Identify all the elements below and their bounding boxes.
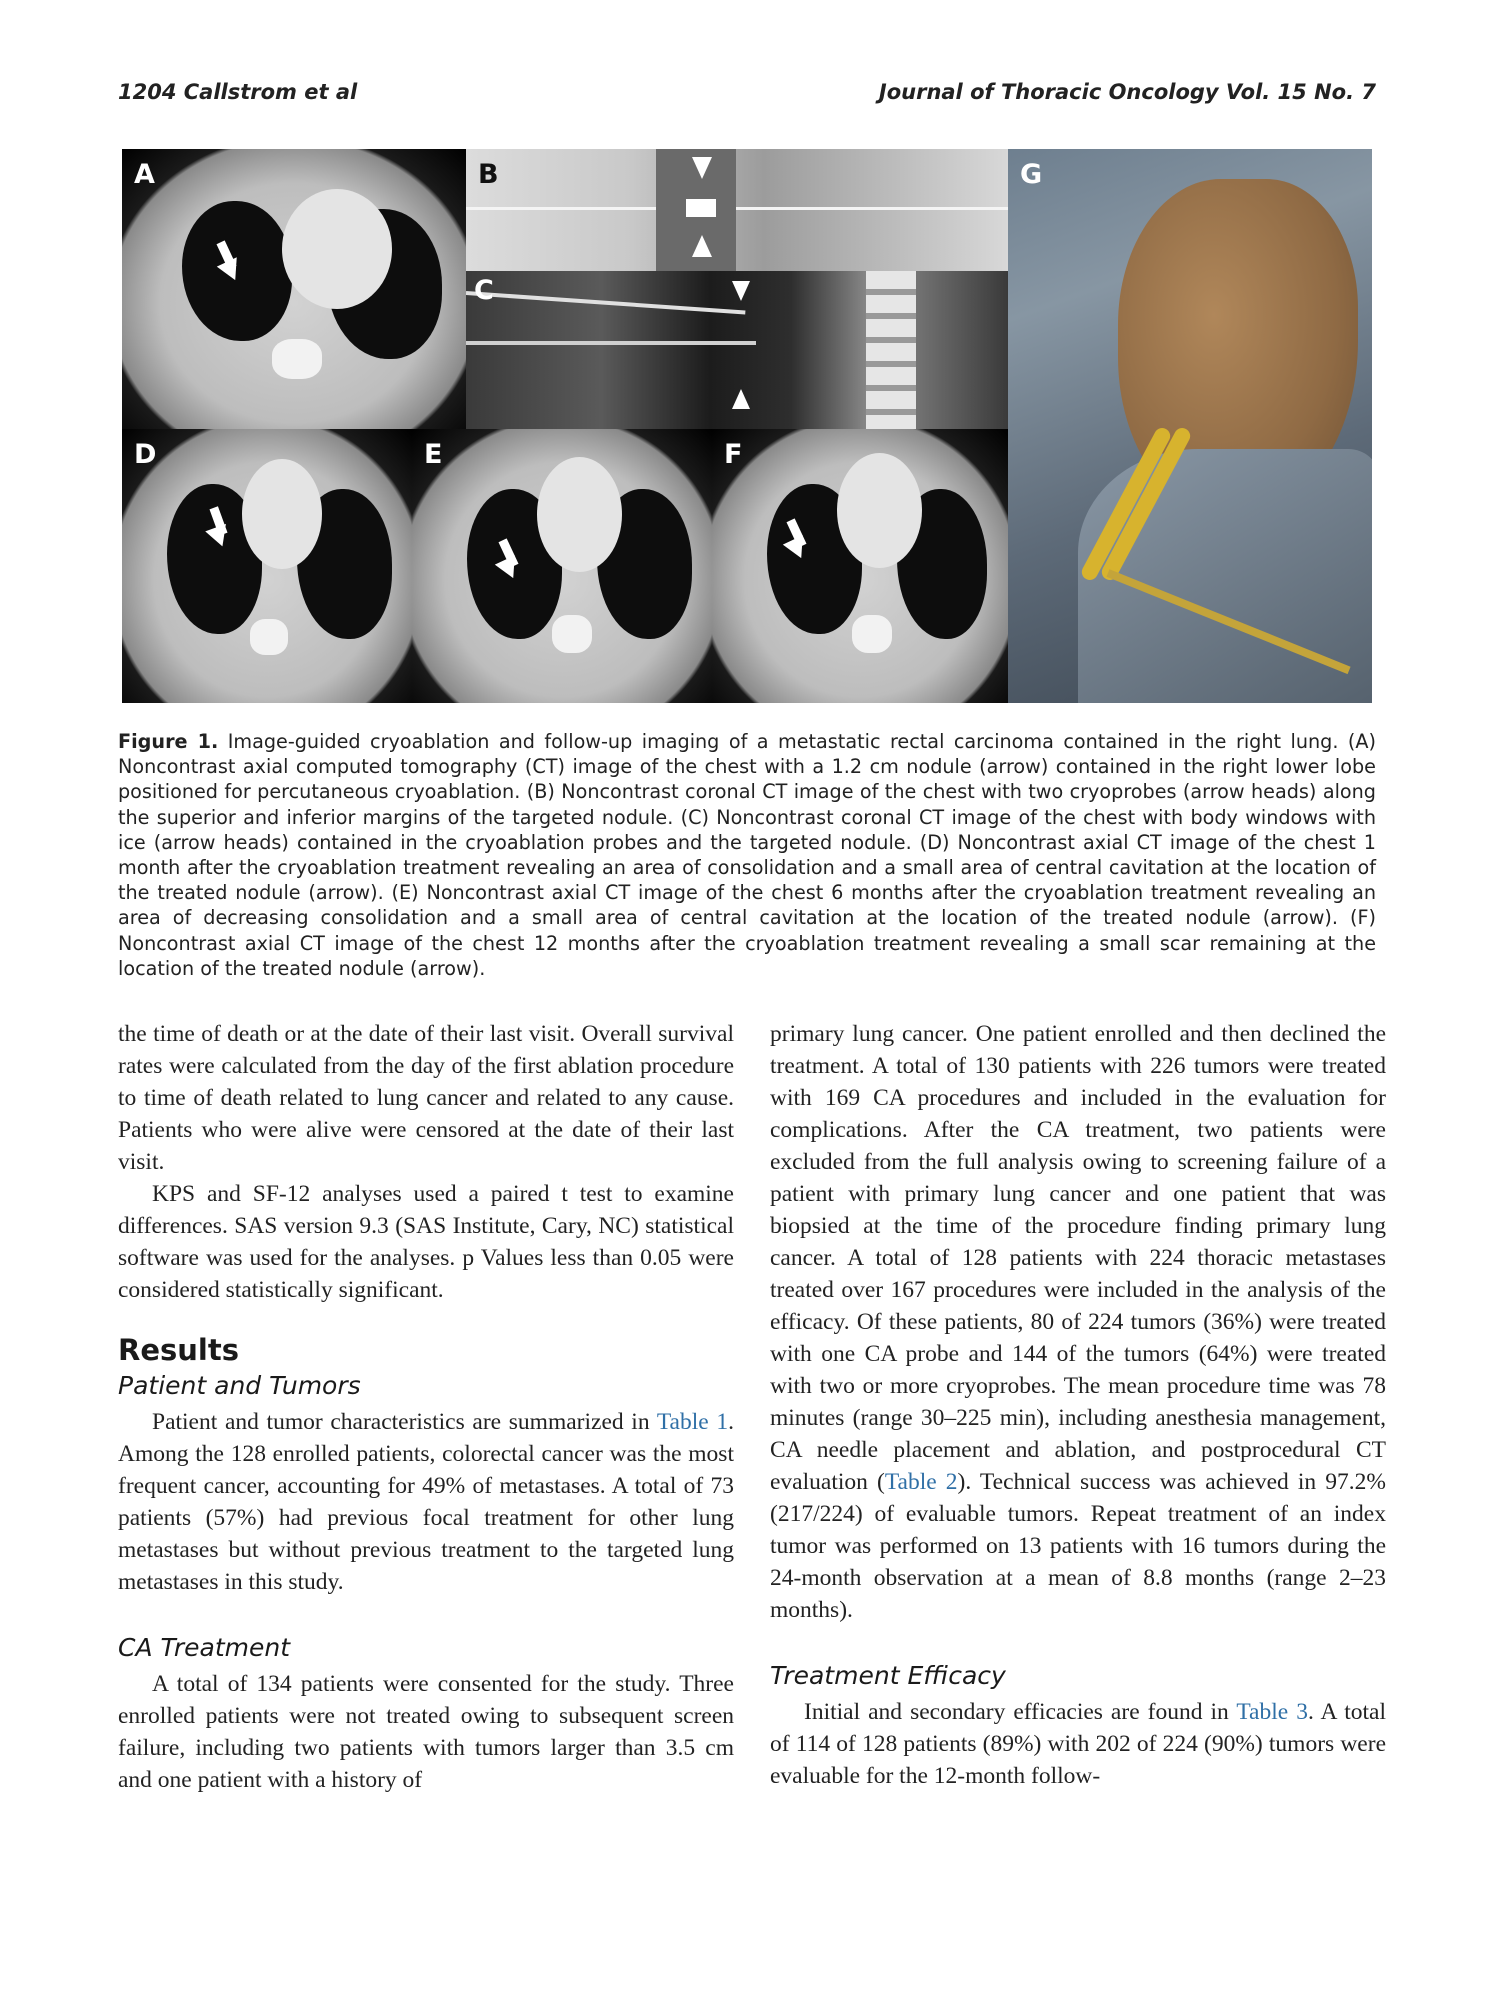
table-3-link[interactable]: Table 3	[1236, 1699, 1308, 1725]
paragraph	[770, 1696, 1386, 1792]
paragraph-text: . A total of 114 of 128 patients (89%) with 202 of 224 (90%) tumors were evaluable for the 12-month follow-	[770, 1699, 1387, 1789]
panel-label-f: F	[724, 439, 743, 470]
right-column	[770, 1018, 1386, 1792]
paragraph-text: Patient and tumor characteristics are summarized in	[152, 1409, 657, 1435]
paragraph	[118, 1406, 734, 1598]
figure-1	[122, 149, 1372, 703]
panel-d-image	[122, 429, 412, 703]
running-header-right: Journal of Thoracic Oncology Vol. 15 No. 7	[878, 80, 1376, 104]
panel-f-image	[712, 429, 1008, 703]
paragraph: A total of 134 patients were consented for the study. Three enrolled patients were not treated owing to subsequent screen failure, including two patients with tumors larger than 3.5 cm and one patient with a history of	[118, 1671, 734, 1793]
figure-caption	[118, 729, 1376, 981]
panel-c-image	[466, 271, 1008, 429]
panel-label-b: B	[478, 159, 499, 190]
panel-g-image	[1008, 149, 1372, 703]
paragraph-text: primary lung cancer. One patient enrolled and then declined the treatment. A total of 130 patients with 226 tumors were treated with 169 CA procedures and included in the evaluation for complications. After the CA treatment, two patients were excluded from the full analysis owing to screening failure of a patient with primary lung cancer and one patient that was biopsied at the time of the procedure finding primary lung cancer. A total of 128 patients with 224 thoracic metastases treated over 167 procedures were included in the analysis of the efficacy. Of these patients, 80 of 224 tumors (36%) were treated with one CA probe and 144 of the tumors (64%) were treated with two or more cryoprobes. The mean procedure time was 78 minutes (range 30–225 min), including anesthesia management, CA needle placement and ablation, and postprocedural CT evaluation (	[770, 1021, 1386, 1495]
panel-e-image	[412, 429, 712, 703]
paragraph: KPS and SF-12 analyses used a paired t test to examine differences. SAS version 9.3 (SAS Institute, Cary, NC) statistical software was used for the analyses. p Values less than 0.05 were considered statistically significant.	[118, 1181, 734, 1303]
table-1-link[interactable]: Table 1	[656, 1409, 729, 1435]
subsection-heading-treatment-efficacy: Treatment Efficacy	[770, 1661, 1006, 1690]
figure-label: Figure 1.	[118, 730, 219, 753]
panel-label-g: G	[1020, 159, 1043, 190]
panel-a-image	[122, 149, 466, 429]
panel-label-a: A	[134, 159, 155, 190]
paragraph	[770, 1018, 1386, 1626]
paragraph-text: Initial and secondary efficacies are found in	[804, 1699, 1237, 1725]
panel-label-c: C	[474, 275, 494, 306]
left-column	[118, 1018, 734, 1796]
figure-caption-text: Image-guided cryoablation and follow-up imaging of a metastatic rectal carcinoma contained in the right lung. (A) Noncontrast axial computed tomography (CT) image of the chest with a 1.2 cm nodule (arrow) contained in the right lower lobe positioned for percutaneous cryoablation. (B) Noncontrast coronal CT image of the chest with two cryoprobes (arrow heads) along the superior and inferior margins of the targeted nodule. (C) Noncontrast coronal CT image of the chest with body windows with ice (arrow heads) contained in the cryoablation probes and the targeted nodule. (D) Noncontrast axial CT image of the chest 1 month after the cryoablation treatment revealing an area of consolidation and a small area of central cavitation at the location of the treated nodule (arrow). (E) Noncontrast axial CT image of the chest 6 months after the cryoablation treatment revealing an area of decreasing consolidation and a small area of central cavitation at the location of the treated nodule (arrow). (F) Noncontrast axial CT image of the chest 12 months after the cryoablation treatment revealing a small scar remaining at the location of the treated nodule (arrow).	[118, 730, 1376, 980]
section-heading-results: Results	[118, 1333, 239, 1367]
subsection-heading-ca-treatment: CA Treatment	[118, 1633, 290, 1662]
panel-b-image	[466, 149, 1008, 271]
paragraph-text: . Among the 128 enrolled patients, colorectal cancer was the most frequent cancer, accounting for 49% of metastases. A total of 73 patients (57%) had previous focal treatment for other lung metastases but without previous treatment to the targeted lung metastases in this study.	[118, 1409, 734, 1595]
running-header-left: 1204 Callstrom et al	[118, 80, 358, 104]
subsection-heading-patients: Patient and Tumors	[118, 1371, 361, 1400]
paragraph: the time of death or at the date of their last visit. Overall survival rates were calculated from the day of the first ablation procedure to time of death related to lung cancer and related to any cause. Patients who were alive were censored at the date of their last visit.	[118, 1021, 734, 1175]
paragraph-text: ). Technical success was achieved in 97.2% (217/224) of evaluable tumors. Repeat treatment of an index tumor was performed on 13 patients with 16 tumors during the 24-month observation at a mean of 8.8 months (range 2–23 months).	[770, 1469, 1386, 1623]
panel-label-e: E	[424, 439, 443, 470]
panel-label-d: D	[134, 439, 157, 470]
table-2-link[interactable]: Table 2	[884, 1469, 958, 1495]
